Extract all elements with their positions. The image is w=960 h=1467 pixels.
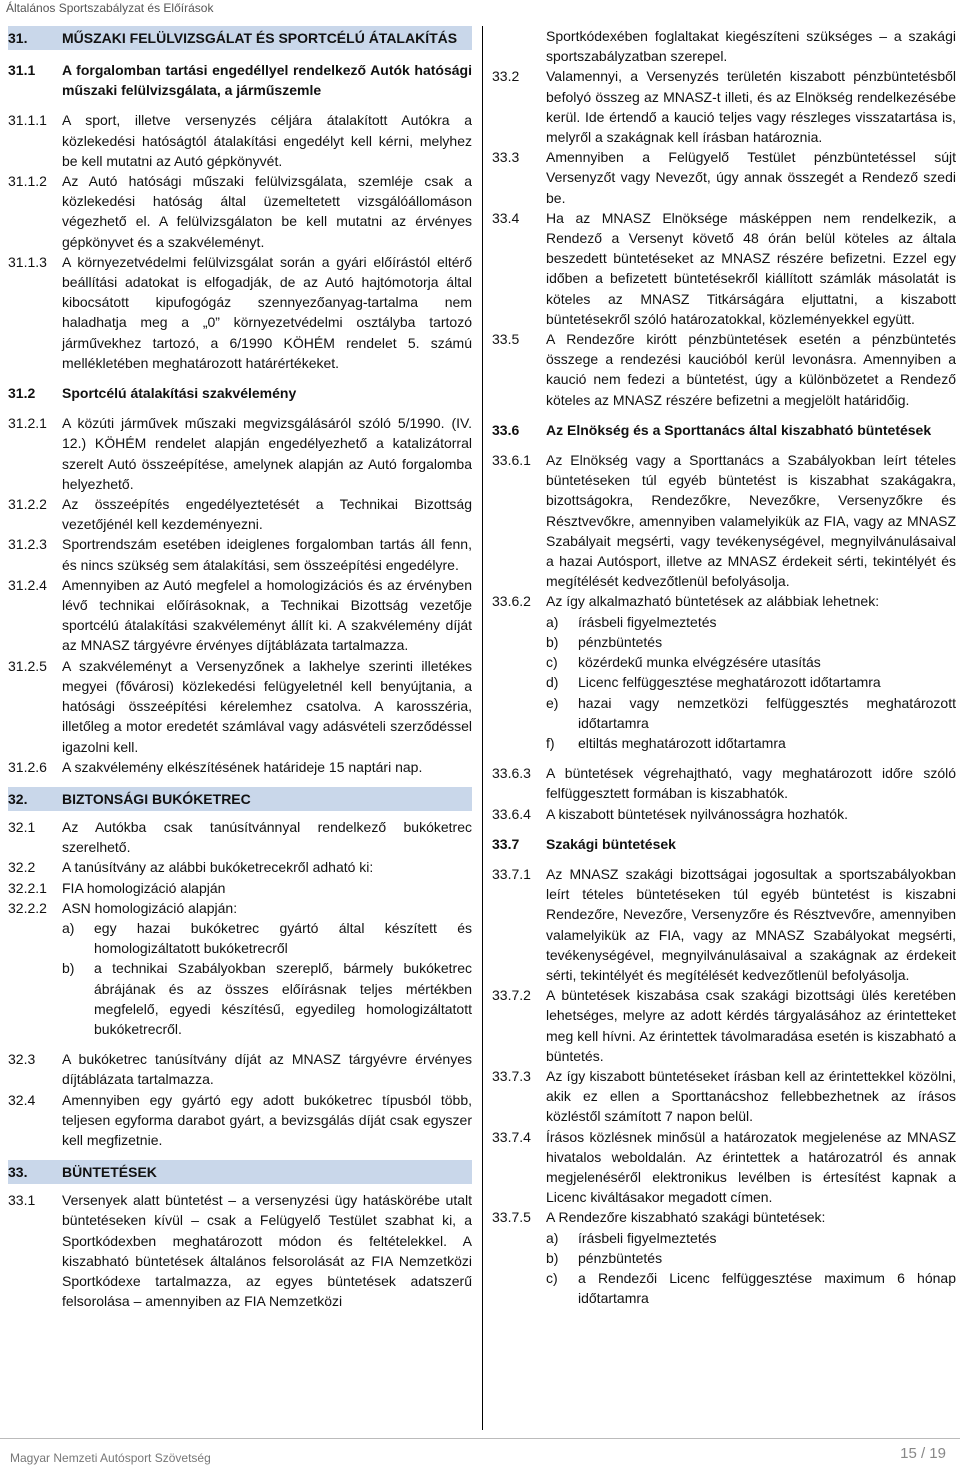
column-divider	[482, 26, 483, 1430]
section-33-heading	[8, 1160, 472, 1184]
paragraph-33-4: 33.4 Ha az MNASZ Elnöksége másképpen nem rendelkezik, a Rendező a Versenyt követő 48 órán belül köteles az általa beszedett büntetéseket az MNASZ részére befizetni. Ezzel egy időben a befizetett büntetésekről kiállított számlák másolatát is köteles az MNASZ Titkárságára eljuttatni, a kiszabott büntetésekről szóló határozatokkal, közleményekkel együtt.	[492, 209, 956, 327]
list-item: c) a Rendezői Licenc felfüggesztése maximum 6 hónap időtartamra	[546, 1269, 956, 1307]
list-item: e) hazai vagy nemzetközi felfüggesztés meghatározott időtartamra	[546, 694, 956, 731]
paragraph-33-1: 33.1 Versenyek alatt büntetést – a versenyzési ügy hatáskörébe utalt büntetéseken kívül – csak a Felügyelő Testület szabhat ki, a Sportkódexben meghatározott módon és feltételekkel. A kiszabható büntetések általános felsorolását az FIA Nemzetközi Sportkódexe tartalmazza, az egyes büntetések adatszerű felsorolása – amennyiben az FIA Nemzetközi	[8, 1192, 472, 1310]
paragraph-31-2-1: 31.2.1 A közúti járművek műszaki megvizsgálásáról szóló 5/1990. (IV. 12.) KÖHÉM rendelet alapján engedélyezhető a katalizátorral szerelt Autó összeépítése, amelynek alapján az Autó forgalomba helyezhető.	[8, 415, 472, 492]
paragraph-33-6-2: 33.6.2 Az így alkalmazható büntetések az alábbiak lehetnek:	[492, 593, 880, 610]
section-title: MŰSZAKI FELÜLVIZSGÁLAT ÉS SPORTCÉLÚ ÁTALAKÍTÁS	[62, 30, 458, 46]
page-footer	[0, 1438, 960, 1467]
paragraph-33-5: 33.5 A Rendezőre kirótt pénzbüntetések esetén a pénzbüntetés összege a rendezési kaucióból kerül levonásra. Amennyiben a kaució nem fedezi a büntetést, úgy a különbözetet a Rendező köteles az MNASZ részére befizetni a megjelölt határidőig.	[492, 331, 956, 408]
heading-31-1: 31.1 A forgalomban tartási engedéllyel rendelkező Autók hatósági műszaki felülvizsgálata, a járműszemle	[8, 62, 472, 99]
paragraph-33-3: 33.3 Amennyiben a Felügyelő Testület pénzbüntetéssel sújt Versenyzőt vagy Nevezőt, úgy annak összegét a Rendező szedi be.	[492, 149, 956, 206]
paragraph-31-2-6: 31.2.6 A szakvélemény elkészítésének határideje 15 naptári nap.	[8, 758, 423, 775]
paragraph-31-1-2: 31.1.2 Az Autó hatósági műszaki felülvizsgálata, szemléje csak a közlekedési hatóság által üzemeltetett vizsgálóállomáson végezhető el. A felülvizsgálaton be kell mutatni az érvényes gépkönyvet és a szakvéleményt.	[8, 173, 472, 250]
section-title: BÜNTETÉSEK	[62, 1164, 157, 1181]
list-item: b) pénzbüntetés	[546, 1249, 663, 1266]
paragraph-33-6-3: 33.6.3 A büntetések végrehajtható, vagy meghatározott időre szóló felfüggesztett formában is kiszabhatók.	[492, 765, 956, 802]
paragraph-33-2: 33.2 Valamennyi, a Versenyzés területén kiszabott pénzbüntetésből befolyó összeg az MNASZ-t illeti, és az Elnökség rendelkezésébe kerül. Ide értendő a kaució teljes vagy részleges visszatartása is, melyről a szakágnak kell írásban határoznia.	[492, 68, 956, 146]
paragraph-31-2-4: 31.2.4 Amennyiben az Autó megfelel a homologizációs és az érvényben lévő technikai előírásoknak, a Technikai Bizottság vezetője sportcélú átalakítási szakvéleményt állít ki. A szakvélemény díját az MNASZ tárgyévre érvényes díjtáblázata tartalmazza.	[8, 576, 472, 654]
page-number: 15 / 19	[900, 1445, 946, 1462]
paragraph-32-1: 32.1 Az Autókba csak tanúsítvánnyal rendelkező bukóketrec szerelhető.	[8, 818, 472, 856]
paragraph-33-7-2: 33.7.2 A büntetések kiszabása csak szakági bizottsági ülés keretében lehetséges, melyre az adott kérdés tárgyalásához az érintetteket meg kell hívni. Az érintettek távolmaradása esetén is kiszabható a büntetés.	[492, 987, 956, 1064]
right-column	[492, 26, 956, 1437]
paragraph-31-1-1: 31.1.1 A sport, illetve versenyzés céljára átalakított Autókra a közlekedési hatóságtól átalakítási engedélyt kell kérni, melyhez be kell mutatni az Autó gépkönyvét.	[8, 112, 472, 169]
heading-31-2: 31.2 Sportcélú átalakítási szakvélemény	[8, 385, 297, 402]
heading-33-7: 33.7 Szakági büntetések	[492, 835, 676, 852]
paragraph-33-1-continued: Sportkódexében foglaltakat kiegészíteni szükséges – a szakági sportszabályzatban szerepel.	[546, 28, 956, 65]
left-column	[8, 26, 472, 1437]
paragraph-31-2-3: 31.2.3 Sportrendszám esetében ideiglenes forgalomban tartás áll fenn, és nincs szükség sem átalakítási, sem összeépítési engedélyre.	[8, 536, 472, 573]
list-item: b) pénzbüntetés	[546, 633, 663, 650]
list-item: d) Licenc felfüggesztése meghatározott időtartamra	[546, 674, 881, 691]
list-item: a) írásbeli figyelmeztetés	[546, 613, 717, 630]
list-item: a) írásbeli figyelmeztetés	[546, 1229, 717, 1246]
paragraph-31-2-5: 31.2.5 A szakvéleményt a Versenyzőnek a lakhelye szerinti illetékes megyei (fővárosi) közlekedési felügyeletnél kell benyújtania, a hatósági összeépítési kérelemhez csatolva. A karosszéria, illetőleg a motor eredetét számlával vagy adásvételi szerződéssel igazolni kell.	[8, 657, 472, 755]
footer-organization: Magyar Nemzeti Autósport Szövetség	[10, 1451, 211, 1465]
paragraph-33-6-1: 33.6.1 Az Elnökség vagy a Sporttanács a Szabályokban leírt tételes büntetéseken túl egyéb büntetést is kiszabhat szakágakra, bizottságokra, Rendezőkre, Nevezőkre, Versenyzőkre és Résztvevőkre, amennyiben valamelyikük az FIA, vagy az MNASZ Szabályait megsérti, vagy tevékenységével, megnyilvánulásaival a hazai Autósport, illetve az MNASZ érdekeit sérti, tekintélyét és megítélését kedvezőtlenül befolyásolja.	[492, 452, 956, 590]
section-title: BIZTONSÁGI BUKÓKETREC	[62, 790, 251, 807]
paragraph-33-7-3: 33.7.3 Az így kiszabott büntetéseket írásban kell az érintettekkel közölni, akik ez ellen a Sporttanácshoz fellebbezhetnek az írásos közléstől számított 7 napon belül.	[492, 1067, 956, 1125]
section-number: 32.	[8, 790, 28, 807]
section-number: 31.	[8, 30, 28, 46]
section-32-heading	[8, 787, 472, 811]
list-item: b) a technikai Szabályokban szereplő, bármely bukóketrec ábrájának és az összes előírásnak teljes mértékben megfelelő, egyedi készítésű, egyedileg homologizáltatott bukóketrecről.	[62, 960, 472, 1037]
paragraph-31-2-2: 31.2.2 Az összeépítés engedélyeztetését a Technikai Bizottság vezetőjénél kell kezdeményezni.	[8, 496, 472, 533]
paragraph-33-7-5: 33.7.5 A Rendezőre kiszabható szakági büntetések:	[492, 1209, 826, 1226]
heading-33-6: 33.6 Az Elnökség és a Sporttanács által kiszabható büntetések	[492, 421, 932, 438]
paragraph-31-1-3: 31.1.3 A környezetvédelmi felülvizsgálat során a gyári előírástól eltérő beállítási adatokat is elfogadják, de az Autó hajtómotorja által kibocsátott kipufogógáz szennyezőanyag-tartalma nem haladhatja meg a „0” környezetvédelmi osztályba tartozó járművekhez tartozó, a 6/1990 KÖHÉM rendelet 5. számú mellékletében meghatározott határértékeket.	[8, 253, 472, 371]
paragraph-33-6-4: 33.6.4 A kiszabott büntetések nyilvánosságra hozhatók.	[492, 805, 848, 822]
paragraph-32-2-1: 32.2.1 FIA homologizáció alapján	[8, 879, 226, 896]
paragraph-32-3: 32.3 A bukóketrec tanúsítvány díját az MNASZ tárgyévre érvényes díjtáblázata tartalmazza.	[8, 1051, 472, 1088]
paragraph-32-2-2: 32.2.2 ASN homologizáció alapján:	[8, 899, 238, 916]
running-header: Általános Sportszabályzat és Előírások	[6, 1, 214, 15]
section-31-heading	[8, 26, 472, 50]
list-item: f) eltiltás meghatározott időtartamra	[546, 734, 786, 751]
paragraph-33-7-1: 33.7.1 Az MNASZ szakági bizottságai jogosultak a sportszabályokban leírt tételes büntetéseken túl egyéb büntetést is kiszabni Rendezőre, Nevezőre, Versenyzőre és Résztvevőre, amennyiben valamelyikük az FIA, vagy az MNASZ Szabályokat megsérti, tevékenységével, megnyilvánulásaival a szakágnak az érdekeit sérti, tekintélyét és megítélését kedvezőtlenül befolyásolja.	[492, 865, 956, 983]
paragraph-33-7-4: 33.7.4 Írásos közlésnek minősül a határozatok megjelenése az MNASZ hivatalos weboldalán. Az érintettek a határozatról és annak megjelenéséről elektronikus levélben is értesítést kapnak a Licenc kiváltásakor megadott címen.	[492, 1128, 956, 1206]
paragraph-32-4: 32.4 Amennyiben egy gyártó egy adott bukóketrec típusból több, teljesen egyforma darabot gyárt, a bevizsgálás díját csak egyszer kell megfizetnie.	[8, 1091, 472, 1148]
list-item: c) közérdekű munka elvégzésére utasítás	[546, 654, 821, 671]
list-item: a) egy hazai bukóketrec gyártó által készített és homologizáltatott bukóketrecről	[62, 919, 472, 957]
section-number: 33.	[8, 1164, 28, 1181]
paragraph-32-2: 32.2 A tanúsítvány az alábbi bukóketrecekről adható ki:	[8, 859, 374, 876]
